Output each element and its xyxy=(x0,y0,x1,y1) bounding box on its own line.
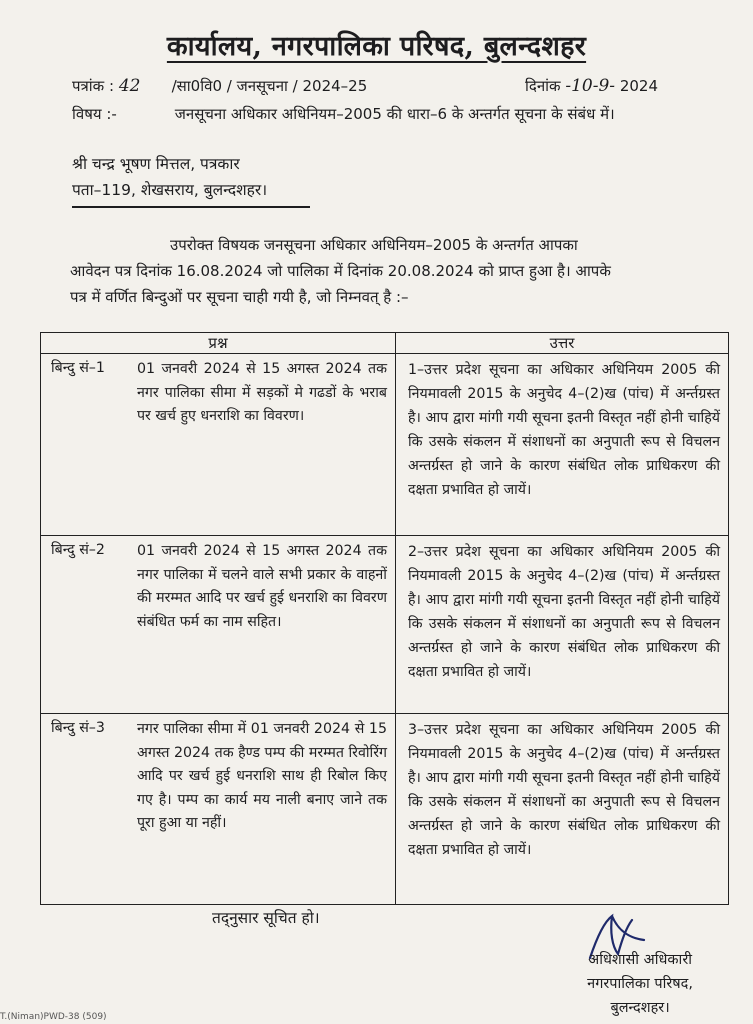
answer-cell: 1–उत्तर प्रदेश सूचना का अधिकार अधिनियम 2005 की नियमावली 2015 के अनुचेद 4–(2)ख (पांच) में अर्न्तग्रस्त है। आप द्वारा मांगी गयी सूचना इतनी विस्तृत नहीं होनी चाहियें कि उसके संकलन में संशाधनों का अनुपाती रूप से विचलन अन्तर्ग्रस्त हो जाने के कारण संबंधित लोक प्राधिकरण की दक्षता प्रभावित हो जायें। xyxy=(396,354,729,536)
point-number: बिन्दु सं–2 xyxy=(51,542,105,558)
answer-cell: 3–उत्तर प्रदेश सूचना का अधिकार अधिनियम 2005 की नियमावली 2015 के अनुचेद 4–(2)ख (पांच) में अर्न्तग्रस्त है। आप द्वारा मांगी गयी सूचना इतनी विस्तृत नहीं होनी चाहियें कि उसके संकलन में संशाधनों का अनुपाती रूप से विचलन अन्तर्ग्रस्त हो जाने के कारण संबंधित लोक प्राधिकरण की दक्षता प्रभावित हो जायें। xyxy=(396,714,729,905)
body-line-2: आवेदन पत्र दिनांक 16.08.2024 जो पालिका में दिनांक 20.08.2024 को प्राप्त हुआ है। आपके xyxy=(70,262,611,280)
date-year: 2024 xyxy=(619,77,659,95)
reference-code: /सा0वि0 / जनसूचना / 2024–25 xyxy=(171,77,368,95)
body-line-1: उपरोक्त विषयक जनसूचना अधिकार अधिनियम–2005 के अन्तर्गत आपका xyxy=(170,236,578,254)
signatory-office: नगरपालिका परिषद, xyxy=(587,976,693,992)
table-row xyxy=(41,714,729,905)
signature-block xyxy=(587,948,693,1020)
body-paragraph xyxy=(70,232,720,310)
reference-line xyxy=(72,76,367,96)
point-number: बिन्दु सं–3 xyxy=(51,720,105,736)
header-answer: उत्तर xyxy=(396,333,729,354)
table-header-row xyxy=(41,333,729,354)
signatory-designation: अधिशासी अधिकारी xyxy=(588,952,693,968)
date-label: दिनांक xyxy=(525,77,561,95)
answer-cell: 2–उत्तर प्रदेश सूचना का अधिकार अधिनियम 2005 की नियमावली 2015 के अनुचेद 4–(2)ख (पांच) में अर्न्तग्रस्त है। आप द्वारा मांगी गयी सूचना इतनी विस्तृत नहीं होनी चाहियें कि उसके संकलन में संशाधनों का अनुपाती रूप से विचलन अन्तर्ग्रस्त हो जाने के कारण संबंधित लोक प्राधिकरण की दक्षता प्रभावित हो जायें। xyxy=(396,536,729,714)
closing-note: तद्नुसार सूचित हो। xyxy=(212,909,320,927)
date-handwritten: -10-9- xyxy=(565,76,616,96)
subject-line xyxy=(72,104,615,124)
subject-label: विषय :- xyxy=(72,105,117,123)
question-text: नगर पालिका सीमा में 01 जनवरी 2024 से 15 अगस्त 2024 तक हैण्ड पम्प की मरम्मत रिवोरिंग आदि पर खर्च हुई धनराशि साथ ही रिबोल किए गए है। पम्प का कार्य मय नाली बनाए जाने तक पूरा हुआ या नहीं। xyxy=(137,721,387,831)
question-text: 01 जनवरी 2024 से 15 अगस्त 2024 तक नगर पालिका सीमा में सड़कों मे गढडों के भराब पर खर्च हुए धनराशि का विवरण। xyxy=(137,361,387,424)
signatory-city: बुलन्दशहर। xyxy=(610,1000,670,1016)
point-number: बिन्दु सं–1 xyxy=(51,360,105,376)
addressee-name: श्री चन्द्र भूषण मित्तल, पत्रकार xyxy=(72,155,240,173)
addressee-address: पता–119, शेखसराय, बुलन्दशहर। xyxy=(72,178,310,208)
question-text: 01 जनवरी 2024 से 15 अगस्त 2024 तक नगर पालिका में चलने वाले सभी प्रकार के वाहनों की मरम्मत आदि पर खर्च हुई धनराशि का विवरण संबंधित फर्म का नाम सहित। xyxy=(137,543,387,630)
header-question: प्रश्न xyxy=(41,333,396,354)
question-cell xyxy=(41,714,396,905)
question-cell xyxy=(41,354,396,536)
table-row xyxy=(41,536,729,714)
date-line xyxy=(525,76,658,96)
subject-text: जनसूचना अधिकार अधिनियम–2005 की धारा–6 के अन्तर्गत सूचना के संबंध में। xyxy=(174,105,615,123)
rti-response-table xyxy=(40,332,729,905)
question-cell xyxy=(41,536,396,714)
office-title: कार्यालय, नगरपालिका परिषद, बुलन्दशहर xyxy=(166,31,587,62)
reference-number: 42 xyxy=(118,76,141,96)
body-line-3: पत्र में वर्णित बिन्दुओं पर सूचना चाही गयी है, जो निम्नवत् है :– xyxy=(70,288,409,306)
print-code: T.(Niman)PWD-38 (509) xyxy=(0,1012,107,1022)
table-row xyxy=(41,354,729,536)
reference-label: पत्रांक : xyxy=(72,77,115,95)
